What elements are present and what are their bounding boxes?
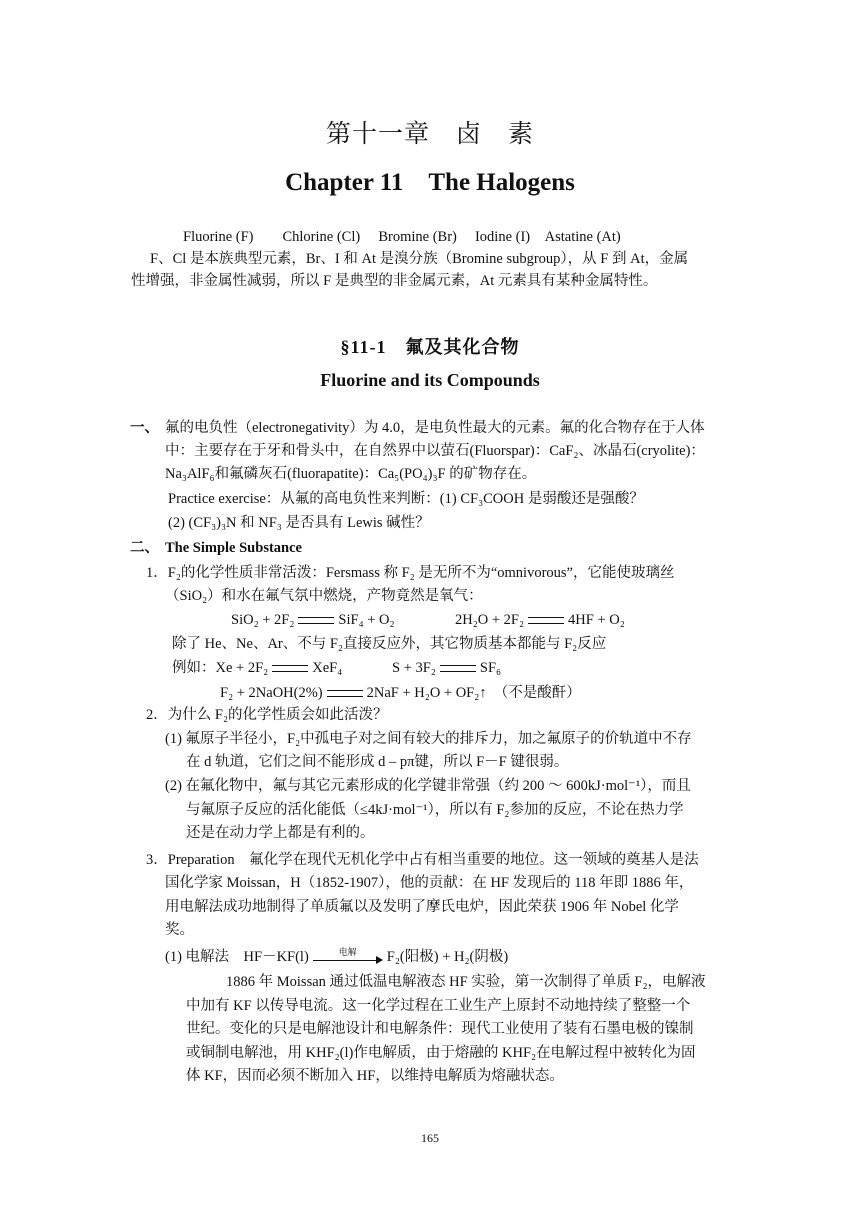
section-title-cn: §11-1 氟及其化合物 (340, 337, 520, 357)
electrolysis-equation (165, 947, 508, 967)
equation-sio2 (231, 610, 395, 630)
electrolysis-right: F₂(阳极) + H₂(阴极) (386, 949, 509, 965)
chapter-title-cn: 第十一章 卤 素 (325, 121, 534, 148)
intro-line-2: 性增强，非金属性减弱，所以 F 是典型的非金属元素，At 元素具有某种金属特性。 (131, 273, 658, 289)
equation-left: 例如：Xe + 2F₂ (172, 660, 269, 676)
equation-left: F₂ + 2NaOH(2%) (220, 685, 323, 701)
equation-s (392, 658, 501, 678)
item3-line-4: 奖。 (165, 922, 194, 938)
electrolysis-para-line-4: 或铜制电解池，用 KHF₂(l)作电解质，由于熔融的 KHF₂在电解过程中被转化为固 (186, 1045, 696, 1061)
electrolysis-para-line-3: 世纪。变化的只是电解池设计和电解条件：现代工业使用了装有石墨电极的镍制 (186, 1021, 694, 1037)
practice-exercise-2: (2) (CF₃)₃N 和 NF₃ 是否具有 Lewis 碱性？ (168, 515, 430, 531)
equals-bar-icon (528, 617, 564, 624)
item2-2-line-2: 与氟原子反应的活化能低（≤4kJ·mol⁻¹），所以有 F₂参加的反应，不论在热力学 (186, 802, 684, 818)
part1-line-1: 氟的电负性（electronegativity）为 4.0，是电负性最大的元素。氟的化合物存在于人体 (165, 420, 705, 436)
equation-h2o (455, 610, 625, 630)
equals-bar-icon (440, 665, 476, 672)
equation-left: 2H₂O + 2F₂ (455, 612, 525, 628)
right-arrow-icon (313, 946, 383, 965)
arrow-label: 电解 (338, 946, 357, 957)
equation-right: 2NaF + H₂O + OF₂↑ （不是酸酐） (366, 685, 581, 701)
equation-left: S + 3F₂ (392, 660, 436, 676)
item2-2-line-1: (2) 在氟化物中，氟与其它元素形成的化学键非常强（约 200 ～ 600kJ·mol⁻¹），而且 (165, 778, 691, 794)
part2-heading: The Simple Substance (165, 540, 302, 556)
item1-line-1: 1．F₂的化学性质非常活泼：Fersmass 称 F₂ 是无所不为“omnivorous”，它能使玻璃丝 (146, 565, 675, 581)
part1-marker: 一、 (130, 420, 159, 436)
part2-marker: 二、 (130, 540, 159, 556)
part1-line-3: Na₃AlF₆和氟磷灰石(fluorapatite)：Ca₅(PO₄)₃F 的矿物存在。 (165, 466, 537, 482)
item2-1-line-2: 在 d 轨道，它们之间不能形成 d – pπ键，所以 F－F 键很弱。 (186, 754, 569, 770)
equation-naoh (220, 683, 581, 703)
item3-line-2: 国化学家 Moissan，H（1852-1907），他的贡献：在 HF 发现后的 118 年即 1886 年， (165, 875, 694, 891)
item2-heading: 2．为什么 F₂的化学性质会如此活泼？ (146, 707, 388, 723)
item2-1-line-1: (1) 氟原子半径小，F₂中孤电子对之间有较大的排斥力，加之氟原子的价轨道中不存 (165, 731, 692, 747)
part1-line-2: 中：主要存在于牙和骨头中，在自然界中以萤石(Fluorspar)：CaF₂、冰晶石(cryolite)： (165, 443, 705, 459)
equals-bar-icon (298, 617, 334, 624)
equation-xe (172, 658, 342, 678)
equation-right: SiF₄ + O₂ (338, 612, 395, 628)
line-except: 除了 He、Ne、Ar、不与 F₂直接反应外，其它物质基本都能与 F₂反应 (172, 636, 607, 652)
chapter-title-en: Chapter 11 The Halogens (285, 169, 575, 196)
practice-exercise-1: Practice exercise：从氟的高电负性来判断：(1) CF₃COOH 是弱酸还是强酸？ (168, 491, 644, 507)
item1-line-2: （SiO₂）和水在氟气氛中燃烧，产物竟然是氧气： (165, 588, 483, 604)
electrolysis-para-line-1: 1886 年 Moissan 通过低温电解液态 HF 实验，第一次制得了单质 F₂，电解液 (226, 974, 706, 990)
equals-bar-icon (327, 690, 363, 697)
item3-line-3: 用电解法成功地制得了单质氟以及发明了摩氏电炉，因此荣获 1906 年 Nobel 化学 (165, 899, 679, 915)
element-list: Fluorine (F) Chlorine (Cl) Bromine (Br) Iodine (I) Astatine (At) (183, 229, 621, 245)
page-number: 165 (421, 1131, 439, 1145)
equation-right: 4HF + O₂ (568, 612, 625, 628)
item3-line-1: 3．Preparation 氟化学在现代无机化学中占有相当重要的地位。这一领域的奠基人是法 (146, 852, 699, 868)
section-title-en: Fluorine and its Compounds (320, 370, 540, 390)
item2-2-line-3: 还是在动力学上都是有利的。 (186, 825, 375, 841)
equation-right: SF₆ (479, 660, 502, 676)
electrolysis-para-line-2: 中加有 KF 以传导电流。这一化学过程在工业生产上原封不动地持续了整整一个 (186, 998, 691, 1014)
intro-line-1: F、Cl 是本族典型元素，Br、I 和 At 是溴分族（Bromine subgroup），从 F 到 At，金属 (150, 251, 689, 267)
electrolysis-para-line-5: 体 KF，因而必须不断加入 HF，以维持电解质为熔融状态。 (186, 1068, 564, 1084)
electrolysis-left: (1) 电解法 HF－KF(l) (165, 949, 309, 965)
equation-left: SiO₂ + 2F₂ (231, 612, 295, 628)
equation-right: XeF₄ (312, 660, 343, 676)
equals-bar-icon (272, 665, 308, 672)
